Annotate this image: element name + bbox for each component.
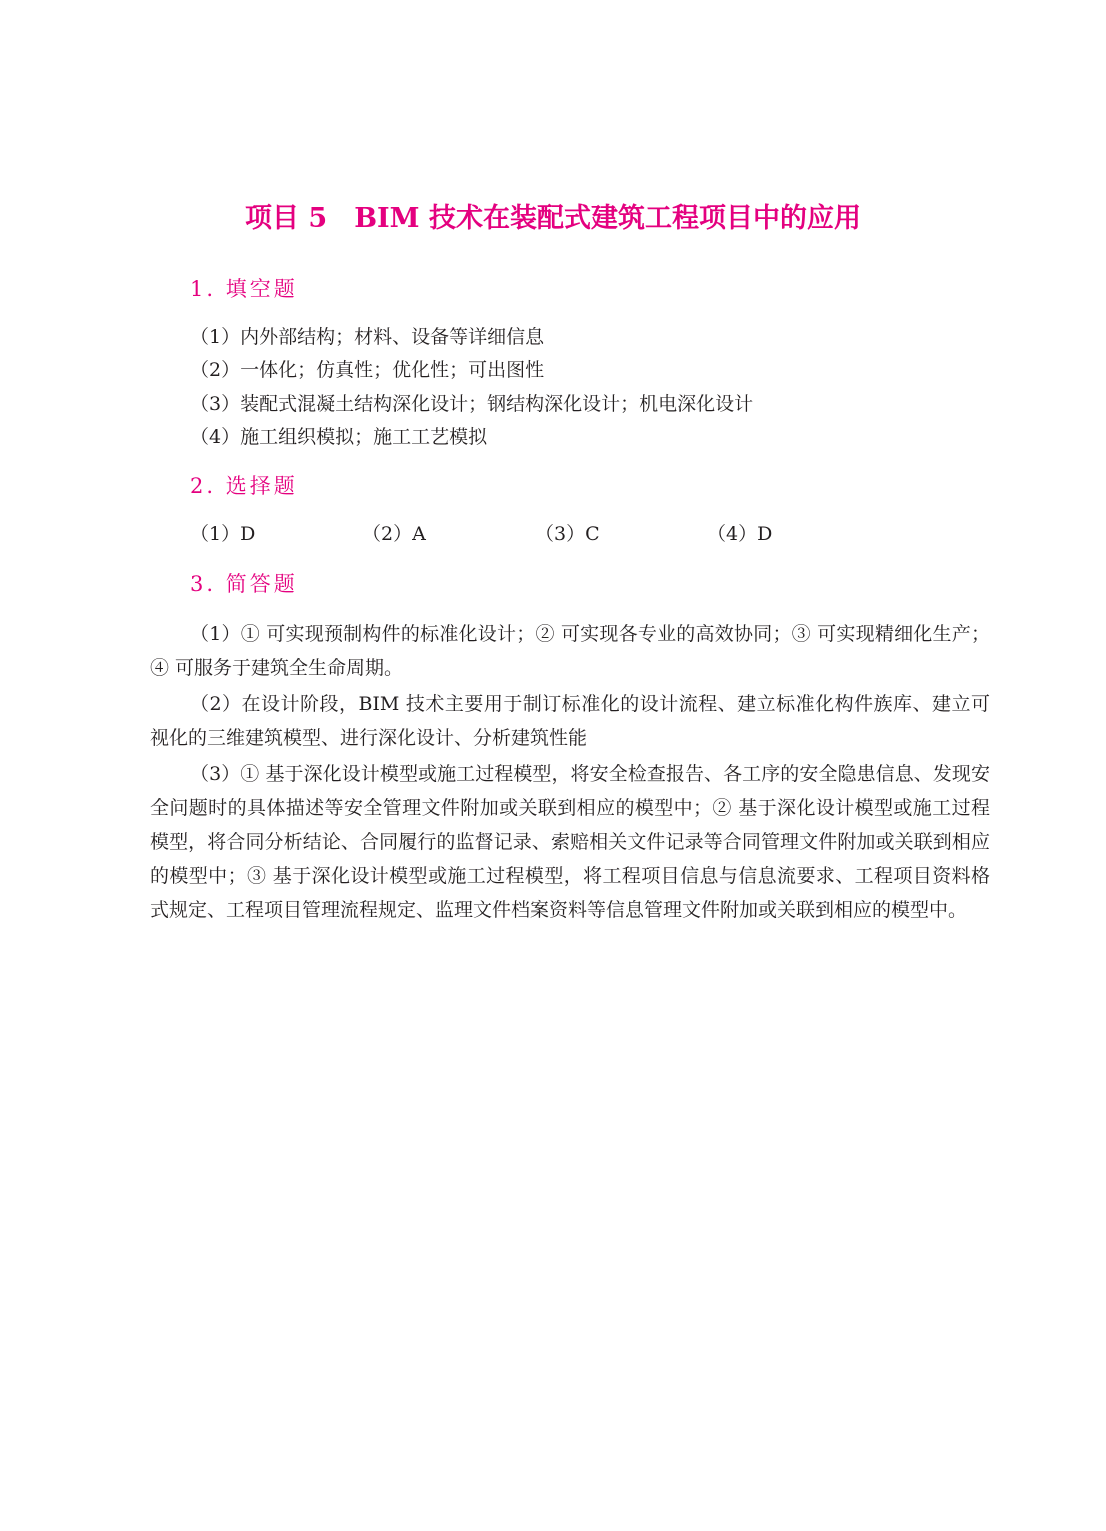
fill-in-answer-3: （3）装配式混凝土结构深化设计；钢结构深化设计；机电深化设计 [190,393,754,415]
section-heading-fill-in: 1. 填空题 [190,277,298,301]
short-answer-2: （2）在设计阶段，BIM 技术主要用于制订标准化的设计流程、建立标准化构件族库、建立可视化的三维建筑模型、进行深化设计、分析建筑性能 [150,693,990,749]
fill-in-answer-1: （1）内外部结构；材料、设备等详细信息 [190,326,545,348]
section-heading-multiple-choice: 2. 选择题 [190,474,298,498]
choice-answer-4: （4）D [707,523,773,545]
page-title: 项目 5 BIM 技术在装配式建筑工程项目中的应用 [245,203,861,234]
short-answer-3: （3）① 基于深化设计模型或施工过程模型，将安全检查报告、各工序的安全隐患信息、发现安全问题时的具体描述等安全管理文件附加或关联到相应的模型中；② 基于深化设计模型或施工过程模型，将合同分析结论、合同履行的监督记录、索赔相关文件记录等合同管理文件附加或关联到相应的模型中；③ 基于深化设计模型或施工过程模型，将工程项目信息与信息流要求、工程项目资料格式规定、工程项目管理流程规定、监理文件档案资料等信息管理文件附加或关联到相应的模型中。 [150,763,990,921]
section-heading-short-answer: 3. 简答题 [190,572,298,596]
fill-in-answer-4: （4）施工组织模拟；施工工艺模拟 [190,426,488,448]
choice-answer-2: （2）A [362,523,426,545]
choice-answer-1: （1）D [190,523,256,545]
fill-in-answer-2: （2）一体化；仿真性；优化性；可出图性 [190,359,545,381]
short-answer-1: （1）① 可实现预制构件的标准化设计；② 可实现各专业的高效协同；③ 可实现精细化生产；④ 可服务于建筑全生命周期。 [150,623,990,679]
choice-answer-3: （3）C [535,523,600,545]
